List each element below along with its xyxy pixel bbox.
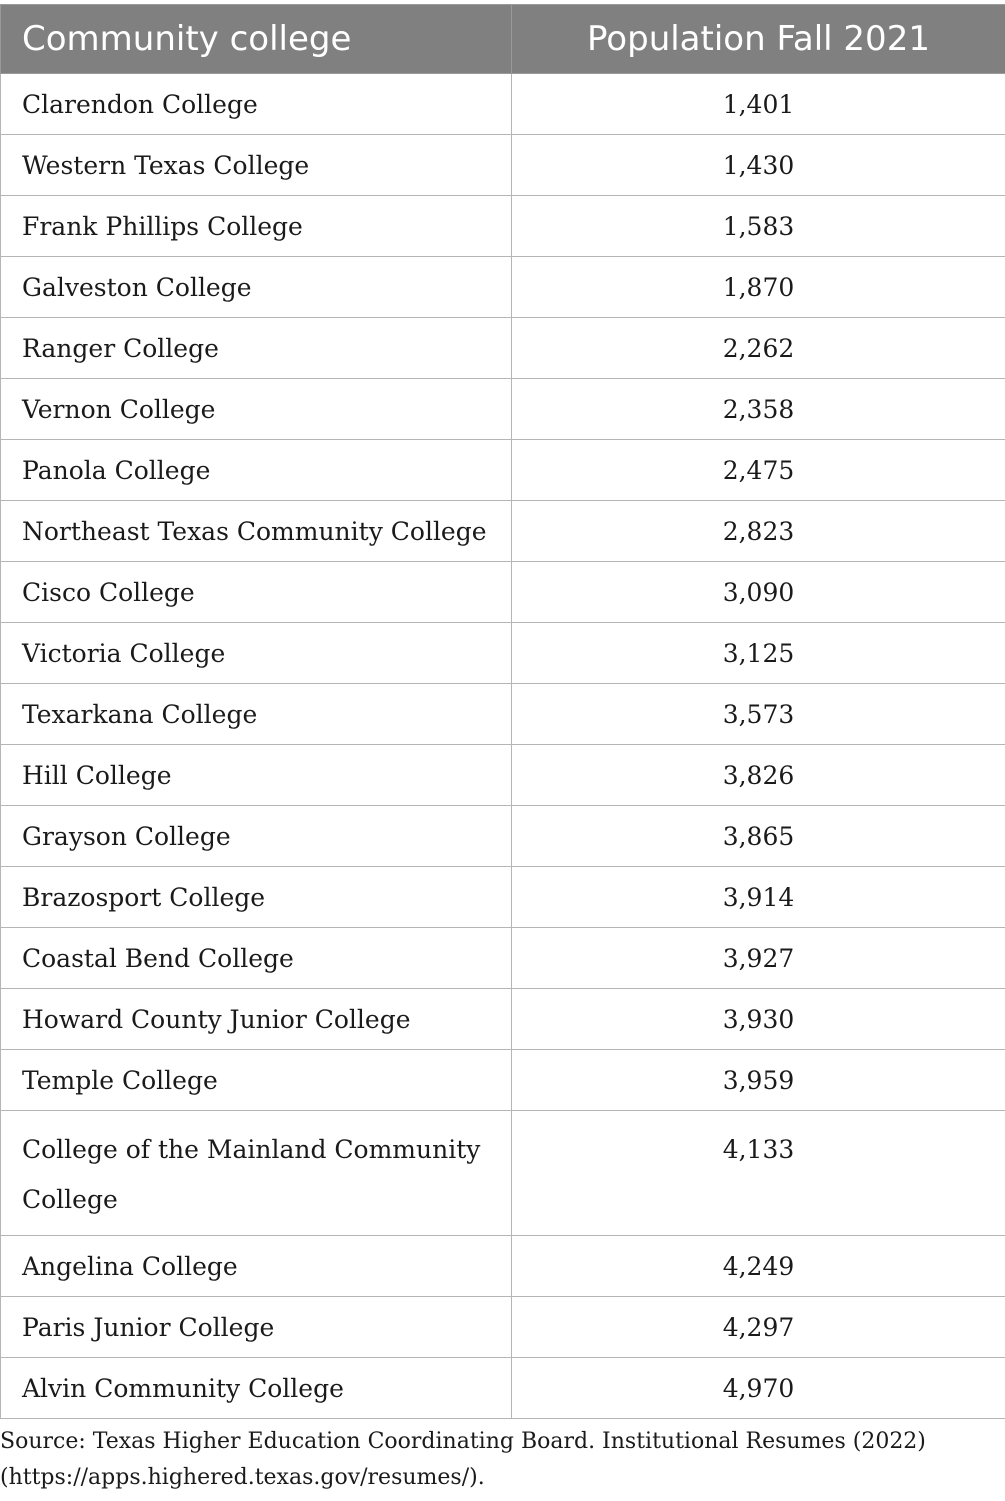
college-name-cell: Hill College xyxy=(1,745,512,806)
population-cell: 1,430 xyxy=(512,135,1005,196)
table-header xyxy=(1,5,1005,74)
table-row xyxy=(1,623,1005,684)
college-name-cell: Northeast Texas Community College xyxy=(1,501,512,562)
table-row xyxy=(1,74,1005,135)
table-row xyxy=(1,196,1005,257)
table-row xyxy=(1,1111,1005,1236)
population-cell: 1,401 xyxy=(512,74,1005,135)
college-name-cell: Alvin Community College xyxy=(1,1358,512,1419)
table-row xyxy=(1,806,1005,867)
table-row xyxy=(1,257,1005,318)
college-name-cell: Coastal Bend College xyxy=(1,928,512,989)
table-row xyxy=(1,1236,1005,1297)
population-cell: 2,823 xyxy=(512,501,1005,562)
table-row xyxy=(1,684,1005,745)
table-row xyxy=(1,135,1005,196)
table-row xyxy=(1,989,1005,1050)
college-name-cell: Howard County Junior College xyxy=(1,989,512,1050)
population-cell: 3,865 xyxy=(512,806,1005,867)
college-name-cell: Western Texas College xyxy=(1,135,512,196)
college-name-cell: Paris Junior College xyxy=(1,1297,512,1358)
college-name-cell: Cisco College xyxy=(1,562,512,623)
table-row xyxy=(1,440,1005,501)
college-name-cell: Temple College xyxy=(1,1050,512,1111)
population-cell: 3,959 xyxy=(512,1050,1005,1111)
population-cell: 4,970 xyxy=(512,1358,1005,1419)
population-cell: 2,262 xyxy=(512,318,1005,379)
table-row xyxy=(1,318,1005,379)
college-name-cell: Ranger College xyxy=(1,318,512,379)
table-row xyxy=(1,867,1005,928)
population-cell: 2,358 xyxy=(512,379,1005,440)
college-name-cell: Angelina College xyxy=(1,1236,512,1297)
population-cell: 3,125 xyxy=(512,623,1005,684)
college-population-table xyxy=(0,4,1005,1419)
population-cell: 3,914 xyxy=(512,867,1005,928)
table-row xyxy=(1,379,1005,440)
population-cell: 4,249 xyxy=(512,1236,1005,1297)
college-name-cell: Brazosport College xyxy=(1,867,512,928)
college-name-cell: Panola College xyxy=(1,440,512,501)
table-row xyxy=(1,745,1005,806)
college-name-cell: Texarkana College xyxy=(1,684,512,745)
table-row xyxy=(1,1358,1005,1419)
population-cell: 3,090 xyxy=(512,562,1005,623)
population-cell: 4,133 xyxy=(512,1111,1005,1236)
college-name-cell: College of the Mainland Community College xyxy=(1,1111,512,1236)
column-header-population: Population Fall 2021 xyxy=(512,5,1005,74)
population-cell: 4,297 xyxy=(512,1297,1005,1358)
population-cell: 3,930 xyxy=(512,989,1005,1050)
population-cell: 1,583 xyxy=(512,196,1005,257)
college-name-cell: Galveston College xyxy=(1,257,512,318)
college-name-cell: Clarendon College xyxy=(1,74,512,135)
table-row xyxy=(1,1050,1005,1111)
header-row xyxy=(1,5,1005,74)
table-row xyxy=(1,562,1005,623)
college-name-cell: Victoria College xyxy=(1,623,512,684)
source-note: Source: Texas Higher Education Coordinating Board. Institutional Resumes (2022) (https://apps.highered.texas.gov/resumes/). xyxy=(0,1429,926,1490)
table-row xyxy=(1,1297,1005,1358)
table-row xyxy=(1,501,1005,562)
college-name-cell: Vernon College xyxy=(1,379,512,440)
college-name-cell: Frank Phillips College xyxy=(1,196,512,257)
population-cell: 3,927 xyxy=(512,928,1005,989)
population-cell: 3,573 xyxy=(512,684,1005,745)
table-row xyxy=(1,928,1005,989)
population-cell: 2,475 xyxy=(512,440,1005,501)
table-body xyxy=(1,74,1005,1419)
college-name-cell: Grayson College xyxy=(1,806,512,867)
population-cell: 1,870 xyxy=(512,257,1005,318)
column-header-community-college: Community college xyxy=(1,5,512,74)
population-cell: 3,826 xyxy=(512,745,1005,806)
